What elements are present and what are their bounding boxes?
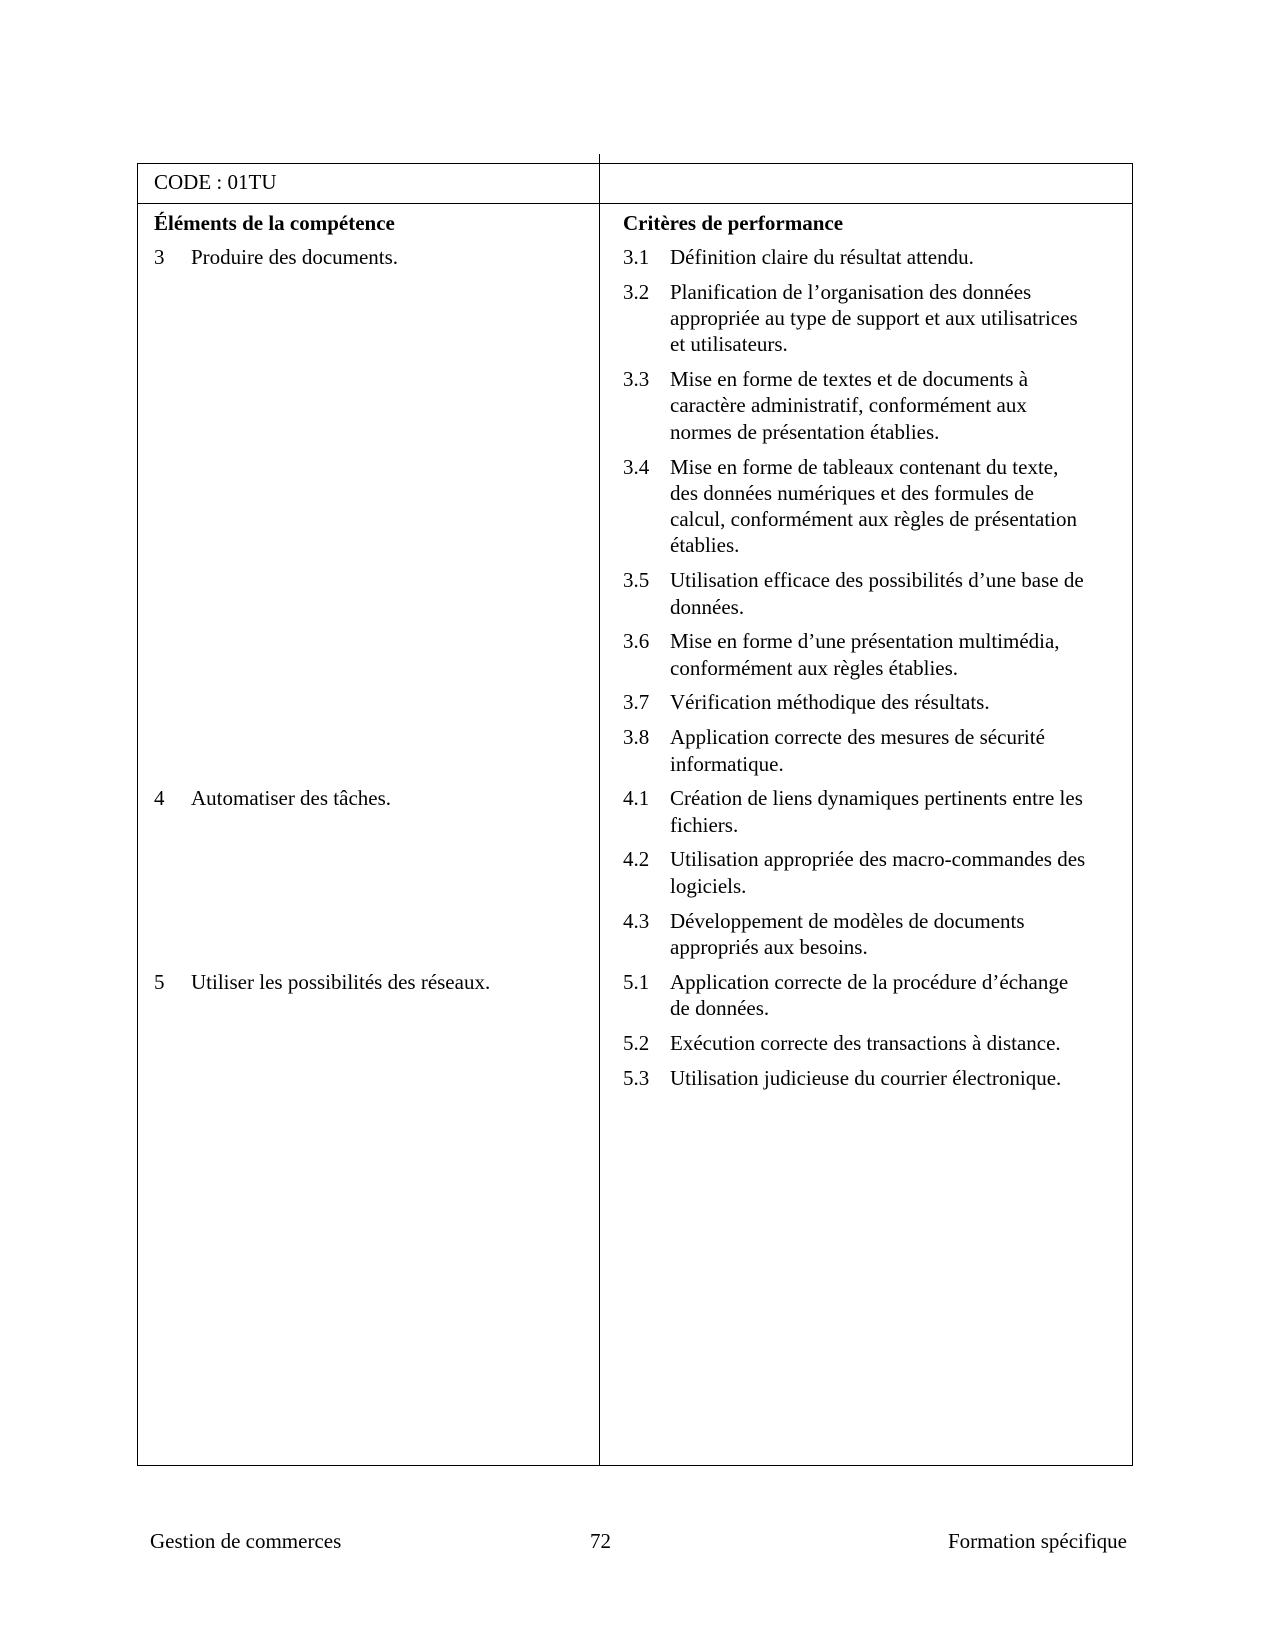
- table-body: [138, 244, 1132, 1099]
- criterion: [623, 279, 1132, 358]
- criterion-number: 4.3: [623, 908, 650, 933]
- criterion: [623, 724, 1132, 777]
- footer-left: Gestion de commerces: [150, 1529, 342, 1553]
- criterion: [623, 1030, 1132, 1056]
- criterion-number: 4.2: [623, 847, 650, 872]
- criteria-list: [599, 785, 1132, 968]
- criterion-text: Application correcte des mesures de sécurité informatique.: [670, 725, 1045, 776]
- element: [138, 969, 599, 1100]
- criterion-text: Application correcte de la procédure d’échange de données.: [670, 969, 1069, 1020]
- criterion-number: 5.1: [623, 969, 650, 994]
- code-label: CODE : 01TU: [154, 170, 277, 194]
- criterion-text: Utilisation efficace des possibilités d’une base de données.: [670, 568, 1084, 619]
- criterion: [623, 689, 1132, 715]
- criterion-text: Vérification méthodique des résultats.: [670, 690, 990, 715]
- criterion: [623, 628, 1132, 681]
- element-text: Produire des documents.: [191, 245, 399, 269]
- criterion-text: Mise en forme d’une présentation multimédia, conformément aux règles établies.: [670, 629, 1060, 680]
- criterion: [623, 1065, 1132, 1091]
- criterion-number: 3.6: [623, 629, 650, 654]
- element-group: [138, 969, 1132, 1100]
- criterion-number: 3.2: [623, 279, 650, 304]
- criterion: [623, 846, 1132, 899]
- criterion-text: Utilisation judicieuse du courrier électronique.: [670, 1065, 1062, 1090]
- criterion-number: 3.4: [623, 454, 650, 479]
- header-divider: [138, 203, 1132, 204]
- criterion: [623, 969, 1132, 1022]
- criterion: [623, 454, 1132, 559]
- criterion-text: Définition claire du résultat attendu.: [670, 245, 974, 269]
- footer-right: Formation spécifique: [947, 1529, 1127, 1553]
- criteria-list: [599, 244, 1132, 785]
- criterion-text: Création de liens dynamiques pertinents entre les fichiers.: [670, 786, 1083, 837]
- criterion-number: 3.5: [623, 568, 650, 593]
- element-number: 3: [154, 245, 165, 269]
- criterion-text: Développement de modèles de documents appropriés aux besoins.: [670, 908, 1025, 959]
- criterion-number: 3.8: [623, 725, 650, 750]
- criteria-list: [599, 969, 1132, 1100]
- criterion-number: 3.7: [623, 690, 650, 715]
- criterion: [623, 785, 1132, 838]
- element-number: 5: [154, 969, 165, 994]
- criterion-number: 5.3: [623, 1065, 650, 1090]
- criterion-number: 5.2: [623, 1030, 650, 1055]
- criterion-text: Mise en forme de tableaux contenant du texte, des données numériques et des formules de calcul, conformément aux règles de présentation établies.: [670, 454, 1077, 558]
- criterion: [623, 567, 1132, 620]
- element: [138, 785, 599, 968]
- element-number: 4: [154, 786, 165, 811]
- element-text: Automatiser des tâches.: [191, 786, 392, 811]
- criterion: [623, 244, 1132, 270]
- criterion-text: Planification de l’organisation des données appropriée au type de support et aux utilisatrices et utilisateurs.: [670, 279, 1078, 357]
- element-group: [138, 785, 1132, 968]
- criterion-text: Utilisation appropriée des macro-commandes des logiciels.: [670, 847, 1086, 898]
- criterion: [623, 366, 1132, 445]
- criterion-number: 3.1: [623, 245, 650, 269]
- competency-table: [137, 163, 1133, 1466]
- criterion-text: Mise en forme de textes et de documents à caractère administratif, conformément aux normes de présentation établies.: [670, 367, 1029, 444]
- criterion: [623, 908, 1132, 961]
- element-text: Utiliser les possibilités des réseaux.: [191, 969, 491, 994]
- page-number: 72: [590, 1529, 611, 1553]
- criterion-text: Exécution correcte des transactions à distance.: [670, 1030, 1061, 1055]
- criteria-header: Critères de performance: [623, 211, 844, 235]
- element: [138, 244, 599, 785]
- element-group: [138, 244, 1132, 785]
- elements-header: Éléments de la compétence: [154, 211, 395, 235]
- criterion-number: 3.3: [623, 367, 650, 392]
- criterion-number: 4.1: [623, 786, 650, 811]
